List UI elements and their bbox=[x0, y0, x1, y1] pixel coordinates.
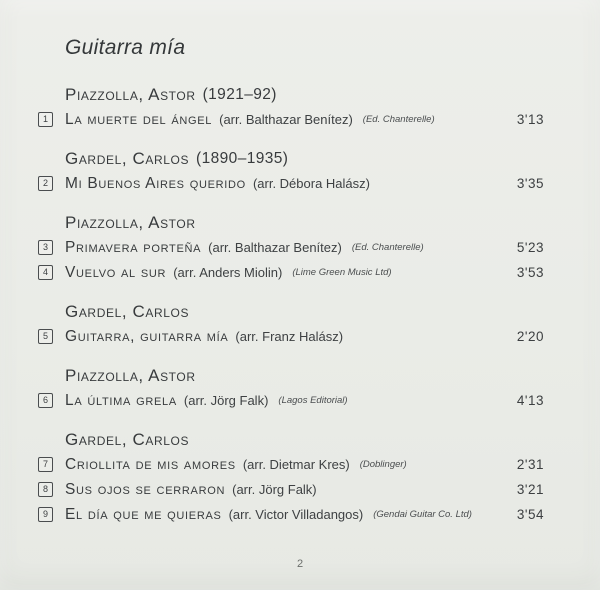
composer-section bbox=[38, 363, 544, 413]
composer-name: Piazzolla, Astor bbox=[65, 365, 196, 385]
track-publisher: (Gendai Guitar Co. Ltd) bbox=[373, 509, 472, 520]
track-number-box: 8 bbox=[38, 482, 53, 497]
composer-name: Gardel, Carlos bbox=[65, 148, 190, 168]
track-row bbox=[38, 477, 544, 502]
track-number-box: 6 bbox=[38, 393, 53, 408]
track-duration: 3'13 bbox=[516, 112, 544, 127]
track-title: Mi Buenos Aires querido bbox=[65, 174, 246, 192]
album-title: Guitarra mía bbox=[65, 36, 186, 59]
composer-section bbox=[38, 210, 544, 285]
page-number: 2 bbox=[296, 558, 304, 570]
tracklist-content bbox=[38, 34, 544, 527]
composer-heading bbox=[38, 210, 544, 235]
composer-section bbox=[38, 299, 544, 349]
track-title: Criollita de mis amores bbox=[65, 455, 236, 473]
composer-heading bbox=[38, 299, 544, 324]
track-title: La muerte del ángel bbox=[65, 110, 213, 128]
track-row bbox=[38, 171, 544, 196]
track-publisher: (Ed. Chanterelle) bbox=[351, 242, 424, 253]
composer-name: Piazzolla, Astor bbox=[65, 212, 196, 232]
track-title: El día que me quieras bbox=[65, 505, 222, 523]
track-number-box: 1 bbox=[38, 112, 53, 127]
track-publisher: (Ed. Chanterelle) bbox=[362, 114, 435, 125]
track-row bbox=[38, 235, 544, 260]
track-number-box: 7 bbox=[38, 457, 53, 472]
track-publisher: (Lime Green Music Ltd) bbox=[292, 267, 392, 278]
track-publisher: (Lagos Editorial) bbox=[278, 395, 348, 406]
track-arranger: (arr. Balthazar Benítez) bbox=[208, 240, 342, 255]
track-duration: 2'20 bbox=[516, 329, 544, 344]
track-title: Primavera porteña bbox=[65, 238, 202, 256]
track-publisher: (Doblinger) bbox=[359, 459, 407, 470]
track-title: Sus ojos se cerraron bbox=[65, 480, 226, 498]
track-row bbox=[38, 452, 544, 477]
track-title: Guitarra, guitarra mía bbox=[65, 327, 229, 345]
composer-heading bbox=[38, 146, 544, 171]
track-duration: 3'35 bbox=[516, 176, 544, 191]
track-duration: 2'31 bbox=[516, 457, 544, 472]
composer-heading bbox=[38, 363, 544, 388]
track-row bbox=[38, 324, 544, 349]
track-duration: 3'21 bbox=[516, 482, 544, 497]
composer-name: Gardel, Carlos bbox=[65, 301, 190, 321]
track-duration: 3'54 bbox=[516, 507, 544, 522]
track-arranger: (arr. Anders Miolin) bbox=[173, 265, 283, 280]
track-row bbox=[38, 502, 544, 527]
track-number-box: 5 bbox=[38, 329, 53, 344]
track-duration: 3'53 bbox=[516, 265, 544, 280]
composer-years: (1921–92) bbox=[202, 85, 277, 103]
track-title: Vuelvo al sur bbox=[65, 263, 167, 281]
track-arranger: (arr. Balthazar Benítez) bbox=[219, 112, 353, 127]
composer-section bbox=[38, 427, 544, 527]
composer-section bbox=[38, 146, 544, 196]
track-duration: 4'13 bbox=[516, 393, 544, 408]
composer-name: Gardel, Carlos bbox=[65, 429, 190, 449]
track-arranger: (arr. Jörg Falk) bbox=[183, 393, 269, 408]
track-number-box: 9 bbox=[38, 507, 53, 522]
track-title: La última grela bbox=[65, 391, 177, 409]
track-row bbox=[38, 107, 544, 132]
track-arranger: (arr. Dietmar Kres) bbox=[242, 457, 350, 472]
track-number-box: 4 bbox=[38, 265, 53, 280]
track-row bbox=[38, 388, 544, 413]
composer-name: Piazzolla, Astor bbox=[65, 84, 196, 104]
composer-heading bbox=[38, 82, 544, 107]
track-arranger: (arr. Franz Halász) bbox=[235, 329, 344, 344]
track-arranger: (arr. Débora Halász) bbox=[252, 176, 370, 191]
track-row bbox=[38, 260, 544, 285]
track-number-box: 2 bbox=[38, 176, 53, 191]
track-arranger: (arr. Jörg Falk) bbox=[232, 482, 317, 497]
track-arranger: (arr. Victor Villadangos) bbox=[228, 507, 364, 522]
track-number-box: 3 bbox=[38, 240, 53, 255]
composer-years: (1890–1935) bbox=[196, 149, 289, 167]
track-duration: 5'23 bbox=[516, 240, 544, 255]
composer-heading bbox=[38, 427, 544, 452]
composer-section bbox=[38, 82, 544, 132]
